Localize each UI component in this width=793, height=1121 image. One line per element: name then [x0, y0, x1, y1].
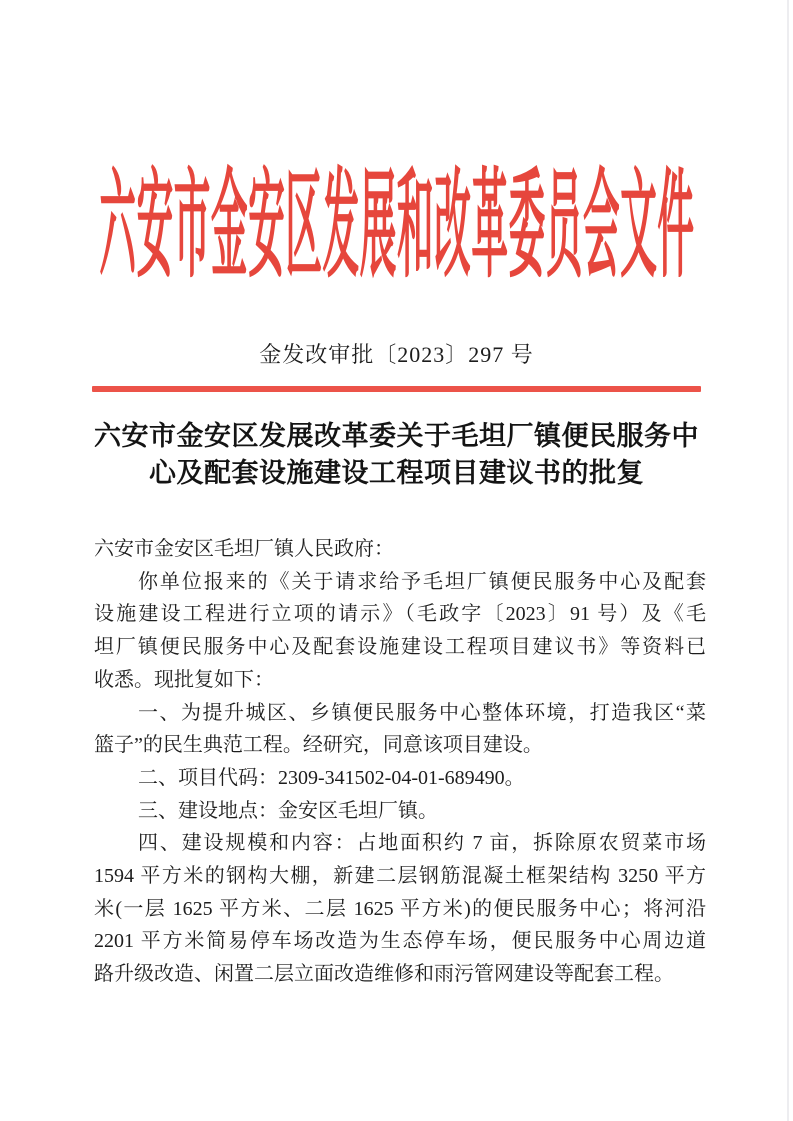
body-line: 路升级改造、闲置二层立面改造维修和雨污管网建设等配套工程。 — [94, 963, 674, 986]
body-line: 2201 平方米简易停车场改造为生态停车场，便民服务中心周边道 — [94, 930, 706, 953]
letterhead-org-title: 六安市金安区发展和改革委员会文件 — [98, 161, 695, 292]
body-line: 收悉。现批复如下： — [94, 668, 274, 691]
body-line: 篮子”的民生典范工程。经研究，同意该项目建设。 — [94, 734, 543, 757]
red-divider-rule — [92, 386, 701, 392]
body-line: 坦厂镇便民服务中心及配套设施建设工程项目建议书》等资料已 — [94, 636, 706, 659]
body-line-item-2: 二、项目代码：2309-341502-04-01-689490。 — [138, 766, 525, 789]
body-line-salutation: 六安市金安区毛坦厂镇人民政府： — [94, 538, 394, 560]
body-line-item-4: 四、建设规模和内容：占地面积约 7 亩，拆除原农贸菜市场 — [138, 832, 706, 855]
document-title-line-2: 心及配套设施建设工程项目建议书的批复 — [149, 458, 644, 488]
body-line: 1594 平方米的钢构大棚，新建二层钢筋混凝土框架结构 3250 平方 — [94, 865, 706, 888]
document-body — [94, 533, 706, 991]
document-title — [0, 418, 793, 492]
body-line-item-3: 三、建设地点：金安区毛坦厂镇。 — [138, 799, 438, 822]
body-line: 你单位报来的《关于请求给予毛坦厂镇便民服务中心及配套 — [138, 570, 706, 593]
document-number: 金发改审批〔2023〕297 号 — [259, 342, 534, 367]
letterhead — [0, 163, 793, 291]
body-line: 设施建设工程进行立项的请示》（毛政字〔2023〕91 号）及《毛 — [94, 603, 706, 626]
body-line: 米(一层 1625 平方米、二层 1625 平方米)的便民服务中心；将河沿 — [94, 897, 706, 920]
document-title-line-1: 六安市金安区发展改革委关于毛坦厂镇便民服务中 — [94, 421, 699, 451]
body-line-item-1: 一、为提升城区、乡镇便民服务中心整体环境，打造我区“菜 — [138, 701, 706, 724]
